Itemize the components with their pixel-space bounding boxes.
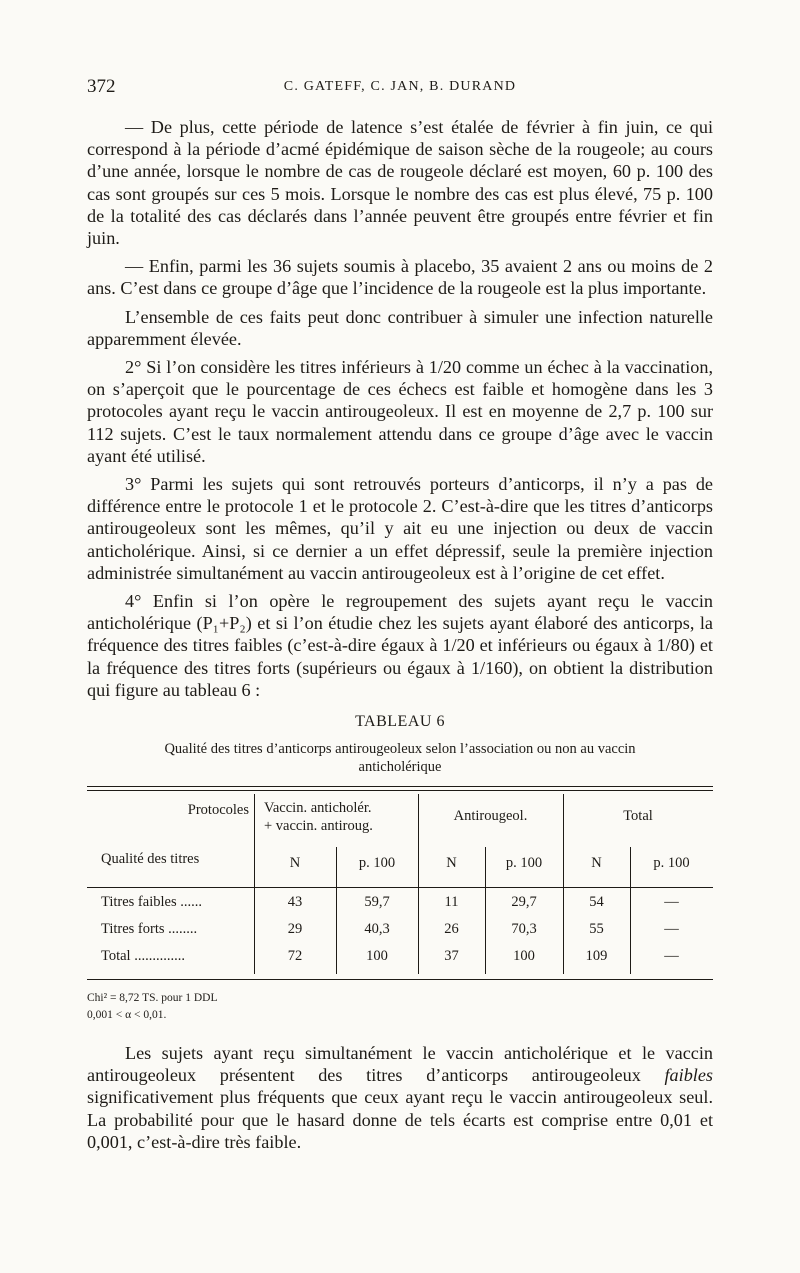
- header-protocoles: Protocoles: [187, 802, 249, 818]
- table-bottom-rule: [87, 979, 713, 980]
- subheader-pct-1: p. 100: [358, 855, 396, 871]
- subheader-pct-3: p. 100: [653, 855, 690, 871]
- conclusion-paragraph: Les sujets ayant reçu simultanément le vaccin anticholérique et le vaccin antirougeoleux présentent des titres d’anticorps antirougeoleux faibles significativement plus fréquents que ceux ayant reçu le vaccin antirougeoleux seul. La probabilité pour que le hasard donne de tels écarts est comprise entre 0,01 et 0,001, c’est-à-dire très faible.: [87, 1043, 713, 1152]
- footnote-alpha: 0,001 < α < 0,01.: [87, 1009, 167, 1021]
- cell: 43: [287, 894, 303, 910]
- cell: 70,3: [511, 921, 537, 937]
- paragraph-placebo: — Enfin, parmi les 36 sujets soumis à placebo, 35 avaient 2 ans ou moins de 2 ans. C’est dans ce groupe d’âge que l’incidence de la rougeole est la plus importante.: [87, 256, 713, 299]
- emphasis-faibles: faibles: [664, 1065, 713, 1086]
- group-header-vaccin-anticholer-line2: + vaccin. antiroug.: [264, 818, 373, 834]
- running-head-authors: C. GATEFF, C. JAN, B. DURAND: [283, 79, 517, 94]
- cell: 26: [444, 921, 459, 937]
- cell: —: [664, 921, 679, 937]
- table-footnote: [87, 990, 217, 1024]
- cell: 72: [287, 948, 303, 964]
- table-caption: Qualité des titres d’anticorps antirougeoleux selon l’association ou non au vaccin anticholérique: [164, 741, 636, 775]
- cell: 100: [366, 948, 388, 964]
- table-title: TABLEAU 6: [355, 713, 445, 730]
- table-top-rule-inner: [87, 790, 713, 791]
- cell: 109: [585, 948, 608, 964]
- table-header-rule: [87, 887, 713, 888]
- cell: 11: [444, 894, 459, 910]
- subheader-pct-2: p. 100: [505, 855, 543, 871]
- cell: —: [664, 894, 679, 910]
- page-number: 372: [87, 76, 116, 97]
- row-label: Titres faibles ......: [101, 894, 202, 910]
- table-top-rule: [87, 786, 713, 787]
- cell: —: [664, 948, 679, 964]
- cell: 29,7: [511, 894, 537, 910]
- subheader-n-3: N: [591, 855, 602, 871]
- body-text: [87, 116, 713, 707]
- cell: 59,7: [364, 894, 390, 910]
- cell: 40,3: [364, 921, 390, 937]
- paragraph-latence: — De plus, cette période de latence s’est étalée de février à fin juin, ce qui correspond à la période d’acmé épidémique de saison sèche de la rougeole; au cours d’une année, lorsque le nombre de cas de rougeole déclaré est moyen, 60 p. 100 des cas sont groupés sur ces 5 mois. Lorsque le nombre des cas est plus élevé, 75 p. 100 de la totalité des cas déclarés dans l’année peuvent être groupés entre février et fin juin.: [87, 117, 713, 249]
- group-header-vaccin-anticholer-line1: Vaccin. anticholér.: [264, 800, 372, 816]
- group-header-antirougeol: Antirougeol.: [453, 808, 528, 824]
- header-qualite-titres: Qualité des titres: [101, 851, 200, 867]
- cell: 55: [589, 921, 604, 937]
- row-label: Total ..............: [101, 948, 185, 964]
- cell: 100: [513, 948, 535, 964]
- paragraph-ensemble: L’ensemble de ces faits peut donc contribuer à simuler une infection naturelle apparemment élevée.: [87, 306, 713, 349]
- running-header: [87, 76, 713, 100]
- conclusion-text: [87, 1042, 713, 1153]
- paragraph-point-2: 2° Si l’on considère les titres inférieurs à 1/20 comme un échec à la vaccination, on s’aperçoit que le pourcentage de ces échecs est faible et homogène dans les 3 protocoles ayant reçu le vaccin antirougeoleux. Il est en moyenne de 2,7 p. 100 sur 112 sujets. C’est le taux normalement attendu dans ce groupe d’âge avec le vaccin ayant été utilisé.: [87, 357, 713, 466]
- footnote-chi2: Chi² = 8,72 TS. pour 1 DDL: [87, 992, 218, 1004]
- table-vline-label: [254, 794, 255, 974]
- group-header-total: Total: [623, 808, 653, 824]
- paragraph-point-4: 4° Enfin si l’on opère le regroupement des sujets ayant reçu le vaccin anticholérique (P₁+P₂) et si l’on étudie chez les sujets ayant élaboré des anticorps, la fréquence des titres faibles (c’est-à-dire égaux à 1/20 et inférieurs ou égaux à 1/80) et la fréquence des titres forts (supérieurs ou égaux à 1/160), on obtient la distribution qui figure au tableau 6 :: [87, 591, 713, 700]
- paragraph-point-3: 3° Parmi les sujets qui sont retrouvés porteurs d’anticorps, il n’y a pas de différence entre le protocole 1 et le protocole 2. C’est-à-dire que les titres d’anticorps antirougeoleux sont les mêmes, qu’il y ait eu une injection ou deux de vaccin anticholérique. Ainsi, si ce dernier a un effet dépressif, seule la première injection administrée simultanément au vaccin antirougeoleux est à l’origine de cet effet.: [87, 474, 713, 583]
- cell: 29: [287, 921, 303, 937]
- cell: 54: [589, 894, 604, 910]
- row-label: Titres forts ........: [101, 921, 198, 937]
- cell: 37: [444, 948, 459, 964]
- subheader-n-2: N: [446, 855, 457, 871]
- subheader-n-1: N: [289, 855, 301, 871]
